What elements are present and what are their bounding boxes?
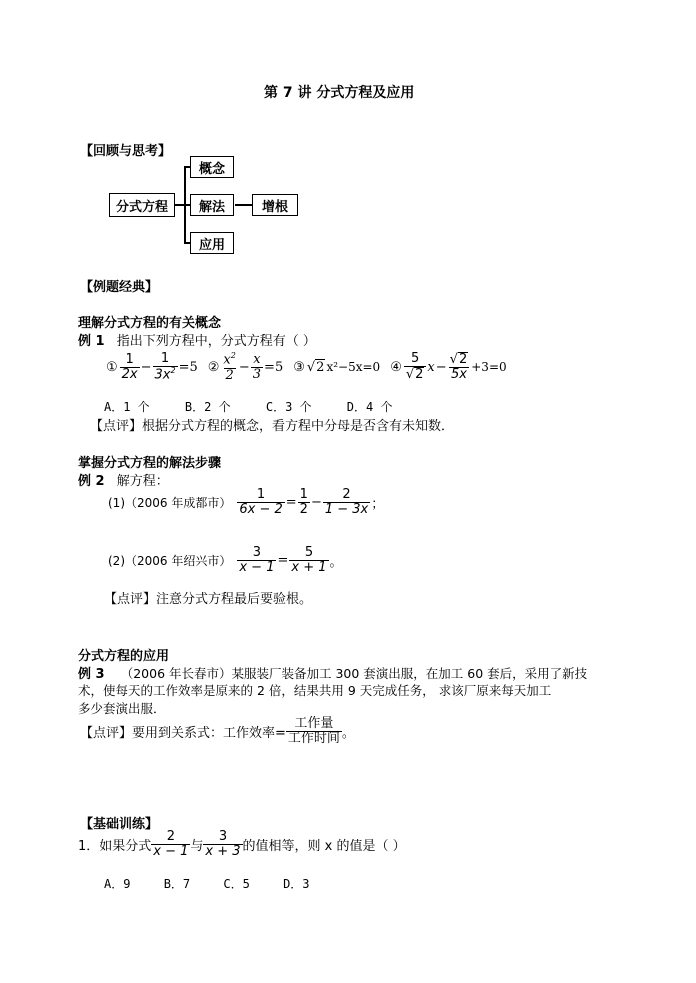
section-training: 【基础训练】 — [80, 817, 159, 832]
option-c: C．5 — [223, 877, 250, 891]
part2-equation: $\frac{3}{x - 1}$ = $\frac{5}{x + 1}$ 。 — [239, 545, 343, 576]
training-q1-options — [104, 875, 310, 892]
topic3-heading: 分式方程的应用 — [78, 649, 170, 664]
example3-text1: （2006 年长春市）某服装厂装备加工 300 套演出服，在加工 60 套后，采用了新技 — [120, 666, 588, 681]
marker-1: ① — [106, 359, 118, 375]
node-root: 分式方程 — [109, 193, 175, 217]
example2-part1 — [108, 488, 384, 518]
example2-part2 — [108, 546, 343, 576]
part1-equation: $\frac{1}{6x - 2}$ = $\frac{1}{2}$ − $\frac{2}{1 - 3x}$ ； — [239, 487, 385, 518]
example3-text2: 术，使每天的工作效率是原来的 2 倍，结果共用 9 天完成任务， 求该厂原来每天加工 — [78, 683, 552, 698]
example2-label: 例 2 — [78, 474, 105, 489]
example1-label: 例 1 — [78, 334, 105, 349]
training-q1: 1．如果分式 $\frac{2}{x - 1}$ 与 $\frac{3}{x + 3}$ 的值相等，则 x 的值是（ ） — [78, 829, 406, 860]
equation-3: √ 2 x²−5x=0 — [306, 360, 381, 376]
part1-label: (1)（2006 年成都市） — [108, 496, 232, 511]
example1-line — [78, 330, 316, 349]
equation-4: 5 √ 2 x − √ 2 5x +3=0 — [405, 351, 507, 383]
example2-comment: 【点评】注意分式方程最后要验根。 — [104, 592, 313, 607]
example1-question: 指出下列方程中，分式方程有（ ） — [116, 334, 316, 349]
equation-1: $\frac{1}{2x}$ − $\frac{1}{3x^2}$ =5 — [121, 351, 198, 383]
option-a: A．9 — [104, 877, 131, 891]
topic2-heading: 掌握分式方程的解法步骤 — [78, 456, 222, 471]
option-b: B．2 个 — [184, 400, 231, 414]
example1-options — [104, 398, 392, 415]
example1-comment: 【点评】根据分式方程的概念，看方程中分母是否含有未知数． — [90, 419, 455, 434]
example3-text3: 多少套演出服． — [78, 701, 166, 716]
section-review: 【回顾与思考】 — [80, 144, 172, 159]
node-application: 应用 — [190, 232, 234, 254]
option-a: A．1 个 — [104, 400, 150, 414]
marker-2: ② — [207, 359, 220, 375]
example2-question: 解方程： — [116, 474, 169, 489]
equation-2: $\frac{x^2}{2}$ − $\frac{x}{3}$ =5 — [223, 351, 284, 383]
node-extraneous-root: 增根 — [252, 194, 298, 216]
marker-4: ④ — [390, 359, 402, 375]
option-b: B．7 — [163, 877, 191, 891]
part2-label: (2)（2006 年绍兴市） — [108, 554, 232, 569]
node-solution: 解法 — [190, 194, 234, 216]
node-concept: 概念 — [190, 156, 234, 178]
marker-3: ③ — [293, 359, 305, 375]
example1-equations — [106, 352, 507, 383]
option-c: C．3 个 — [265, 400, 312, 414]
option-d: D．3 — [283, 877, 310, 891]
example2-line — [78, 470, 169, 489]
example3-comment: 【点评】要用到关系式：工作效率= $\frac{\text{工作量}}{\text{工作时间}}$ 。 — [80, 716, 355, 747]
example3-line1 — [78, 663, 587, 682]
example3-label: 例 3 — [78, 667, 105, 682]
section-examples: 【例题经典】 — [80, 280, 159, 295]
page-title: 第 7 讲 分式方程及应用 — [264, 85, 415, 101]
option-d: D．4 个 — [346, 400, 393, 414]
topic1-heading: 理解分式方程的有关概念 — [78, 316, 222, 331]
